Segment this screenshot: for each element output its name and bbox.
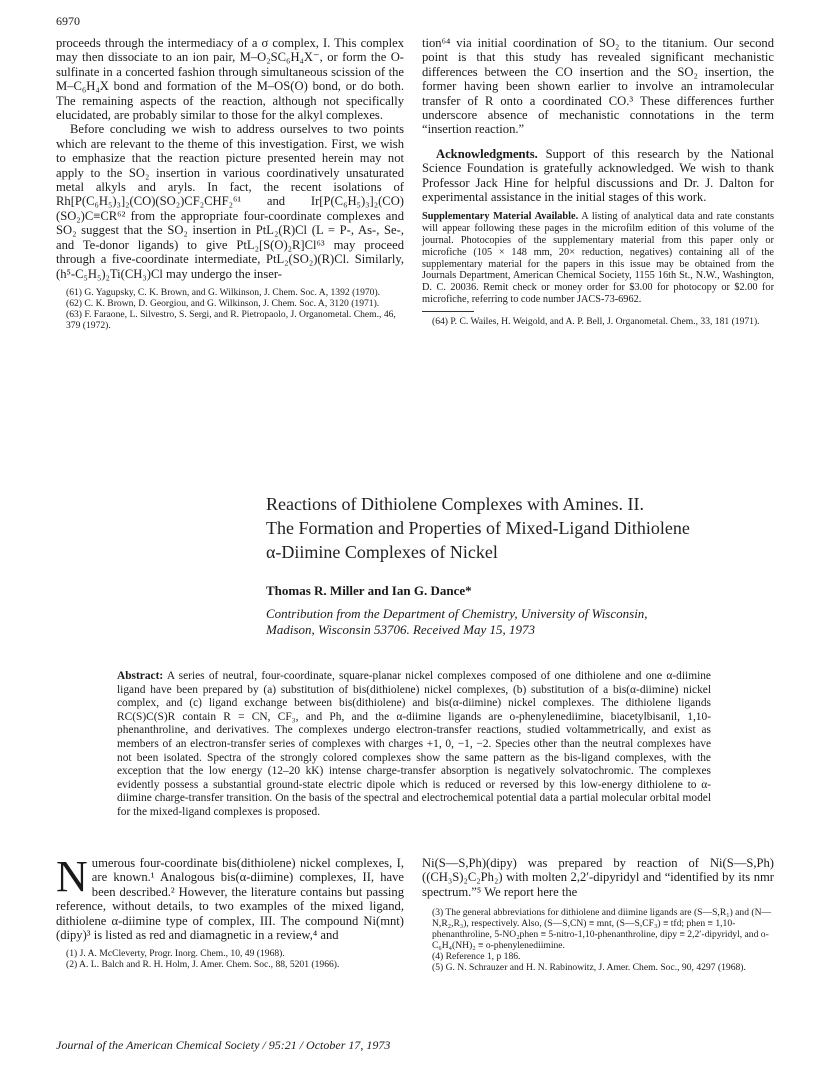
body-paragraph: proceeds through the intermediacy of a σ complex, I. This complex may then dissociate to an ion pair, M–O₂SC₆H₄X⁻, or form the O-sulfinate in a concerted fashion through simultaneous scission of the M–C₆H₄X bond and formation of the M–OS(O) bond, or do both. The remaining aspects of the reaction, although not specifically elucidated, are probably similar to those for the alkyl complexes. bbox=[56, 36, 404, 123]
title-line: α-Diimine Complexes of Nickel bbox=[266, 542, 498, 562]
authors: Thomas R. Miller and Ian G. Dance* bbox=[266, 583, 472, 598]
right-column-top bbox=[422, 36, 774, 327]
intro-left-column bbox=[56, 852, 404, 971]
journal-footer: Journal of the American Chemical Society / 95:21 / October 17, 1973 bbox=[56, 1038, 391, 1052]
footnote: (5) G. N. Schrauzer and H. N. Rabinowitz, J. Amer. Chem. Soc., 90, 4297 (1968). bbox=[432, 962, 746, 974]
footnote: (62) C. K. Brown, D. Georgiou, and G. Wilkinson, J. Chem. Soc. A, 3120 (1971). bbox=[66, 297, 380, 309]
article-title bbox=[266, 492, 786, 564]
supp-label: Supplementary Material Available. bbox=[422, 211, 579, 223]
ack-text: Support of this research by the National Science Foundation is gratefully acknowledged. We wish to thank Professor Jack Hine for helpful discussions and Dr. J. Dalton for experimental assistance in the initial stages of this work. bbox=[422, 146, 774, 205]
intro-right-column bbox=[422, 856, 774, 973]
intro-text: umerous four-coordinate bis(dithiolene) nickel complexes, I, are known.¹ Analogous bis(α-diimine) complexes, II, have been described.² However, the literature contains but passing reference, without details, to two examples of the mixed ligand, dithiolene α-diimine type of complex, III. The compound Ni(mnt)(dipy)³ is listed as red and diamagnetic in a review,⁴ and bbox=[56, 856, 404, 943]
footnote-divider bbox=[422, 311, 474, 312]
left-column-top bbox=[56, 36, 404, 331]
supplementary-material bbox=[422, 211, 774, 305]
footnotes-right bbox=[422, 316, 774, 327]
footnote: (64) P. C. Wailes, H. Weigold, and A. P. Bell, J. Organometal. Chem., 33, 181 (1971). bbox=[432, 315, 760, 327]
footnotes-intro-right bbox=[422, 907, 774, 973]
intro-paragraph bbox=[56, 852, 404, 943]
footnotes-left bbox=[56, 287, 404, 331]
title-line: The Formation and Properties of Mixed-Ligand Dithiolene bbox=[266, 518, 690, 538]
affiliation bbox=[266, 606, 786, 638]
footnote: (1) J. A. McCleverty, Progr. Inorg. Chem., 10, 49 (1968). bbox=[66, 948, 285, 960]
footnote: (2) A. L. Balch and R. H. Holm, J. Amer. Chem. Soc., 88, 5201 (1966). bbox=[66, 959, 340, 971]
drop-cap: N bbox=[56, 852, 88, 901]
page-number: 6970 bbox=[56, 14, 80, 28]
footnote: (4) Reference 1, p 186. bbox=[432, 951, 521, 963]
footnotes-intro-left bbox=[56, 948, 404, 970]
abstract-label: Abstract: bbox=[117, 670, 164, 682]
acknowledgments bbox=[422, 147, 774, 205]
intro-paragraph: Ni(S—S,Ph)(dipy) was prepared by reaction of Ni(S—S,Ph)((CH₃S)₂C₂Ph₂) with molten 2,2′-dipyridyl and “identified by its nmr spectrum.”⁵ We report here the bbox=[422, 856, 774, 899]
footnote: (3) The general abbreviations for dithiolene and diimine ligands are (S—S,R₁) and (N—N,R₂,R₃), respectively. Also, (S—S,CN) ≡ mnt, (S—S,CF₃) ≡ tfd; phen ≡ 1,10-phenanthroline, 5-NO₂phen ≡ 5-nitro-1,10-phenanthroline, dipy ≡ 2,2′-dipyridyl, and o-C₆H₄(NH)₂ ≡ o-phenylenediimine. bbox=[432, 907, 772, 952]
footnote: (61) G. Yagupsky, C. K. Brown, and G. Wilkinson, J. Chem. Soc. A, 1392 (1970). bbox=[66, 286, 381, 298]
ack-label: Acknowledgments. bbox=[436, 146, 538, 161]
body-paragraph: Before concluding we wish to address ourselves to two points which are relevant to the theme of this investigation. First, we wish to emphasize that the reaction picture presented herein may not apply to the SO₂ insertion in various coordinatively unsaturated metal alkyls and aryls. In fact, the recent isolations of Rh[P(C₆H₅)₃]₂(CO)(SO₂)CF₂CHF₂⁶¹ and Ir[P(C₆H₅)₃]₂(CO)(SO₂)C≡CR⁶² from the appropriate four-coordinate complexes and SO₂ suggest that the SO₂ insertion in PtL₂(R)Cl (L = P-, As-, Se-, and Te-donor ligands) to give PtL₂[S(O)₂R]Cl⁶³ may proceed through a five-coordinate intermediate, PtL₂(SO₂)(R)Cl. Similarly, (h⁵-C₅H₅)₂Ti(CH₃)Cl may undergo the inser- bbox=[56, 122, 404, 281]
supp-text: A listing of analytical data and rate constants will appear following these pages in the microfilm edition of this volume of the journal. Photocopies of the supplementary material from this paper only or microfiche (105 × 148 mm, 20× reduction, negatives) containing all of the supplementary material for the papers in this issue may be obtained from the Journals Department, American Chemical Society, 1155 16th St., N.W., Washington, D. C. 20036. Remit check or money order for $3.00 for photocopy or $2.00 for microfiche, referring to code number JACS-73-6962. bbox=[422, 211, 774, 306]
footnote: (63) F. Faraone, L. Silvestro, S. Sergi, and R. Pietropaolo, J. Organometal. Chem., 46, 379 (1972). bbox=[66, 308, 396, 331]
title-line: Reactions of Dithiolene Complexes with Amines. II. bbox=[266, 494, 644, 514]
body-paragraph: tion⁶⁴ via initial coordination of SO₂ to the titanium. Our second point is that this study has revealed significant mechanistic differences between the CO insertion and the SO₂ insertion, the former having been shown earlier to involve an intramolecular transfer of R onto a coordinated CO.³ These differences further underscore absence of mechanistic connotations in the term “insertion reaction.” bbox=[422, 36, 774, 137]
affiliation-line: Madison, Wisconsin 53706. Received May 15, 1973 bbox=[266, 622, 535, 637]
affiliation-line: Contribution from the Department of Chemistry, University of Wisconsin, bbox=[266, 606, 648, 621]
abstract-text: A series of neutral, four-coordinate, square-planar nickel complexes composed of one dithiolene and one α-diimine ligand have been prepared by (a) substitution of bis(dithiolene) nickel complexes, (b) substitution of a bis(α-diimine) nickel complex, and (c) ligand exchange between bis(dithiolene) and bis(α-diimine) nickel complexes. The dithiolene ligands RC(S)C(S)R contain R = CN, CF₃, and Ph, and the α-diimine ligands are o-phenylenediimine, biacetylbisanil, 1,10-phenanthroline, and derivatives. The complexes undergo electron-transfer reactions, studied voltammetrically, and exist as members of an electron-transfer series of complexes with charges +1, 0, −1, −2. Species other than the neutral complexes have not been isolated. Spectra of the strongly colored complexes show the same pattern as the bis-ligand complexes, with the exception that the low energy (12–20 kK) intense charge-transfer absorption is negatively solvatochromic. The complexes evidently possess a substantial ground-state electric dipole which is reduced or reversed by this low-energy dithiolene to α-diimine charge-transfer transition. On the basis of the spectral and electrochemical potential data a partial molecular orbital model for the mixed-ligand complexes is proposed. bbox=[117, 670, 711, 818]
abstract bbox=[117, 670, 711, 820]
